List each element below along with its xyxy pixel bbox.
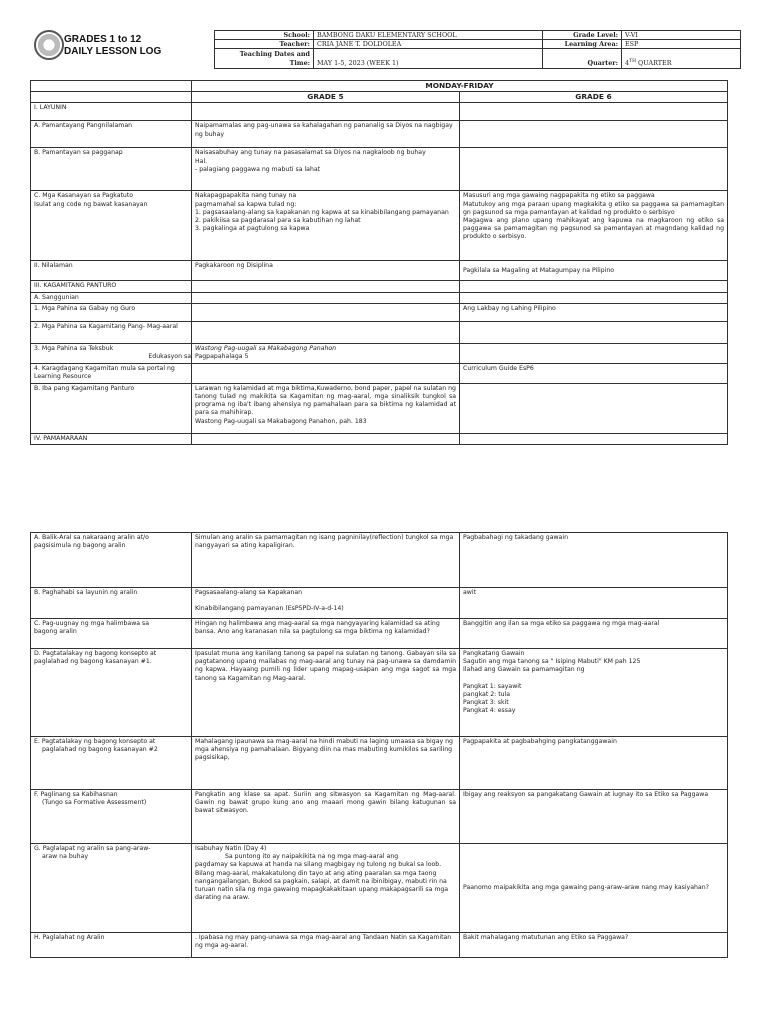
paghahabi-g6: awit: [460, 588, 728, 619]
row-label-paghahabi: B. Paghahabi sa layunin ng aralin: [31, 588, 192, 619]
row-label-pamantayang: A. Pamantayang Pangnilalaman: [31, 121, 192, 148]
kasanayan-g6: Masusuri ang mga gawaing nagpapakita ng etiko sa paggawa Matutukoy ang mga paraan upang magkakita g etiko sa paggawa sa pamamagitan gn pagsunod sa mga pamantayan at kalidad ng produkto o serbisyo Magagwa ang plano upang mahikayat ang kapuwa na magkaroon ng etiko sa paggawa sa pamamagitan ng pagsunod sa pamantayan at magndang kalidad ng produkto o serbisyo.: [460, 191, 728, 261]
pamantayang-g5: Naipamamalas ang pag-unawa sa kahalagahan ng pananalig sa Diyos na nagbigay ng buhay: [192, 121, 460, 148]
row-label-pagganap: B. Pamantayan sa pagganap: [31, 148, 192, 191]
row-label-portal: 4. Karagdagang Kagamitan mula sa portal ng Learning Resource: [31, 363, 192, 383]
kasanayan-g5: Nakapagpapakita nang tunay na pagmamahal sa kapwa tulad ng: 1. pagsasaalang-alang sa kapakanan ng kapwa at sa kinabibilangang pamayanan 2. pakikiisa sa pagdarasal para sa kabutihan ng lahat 3. pagkalinga at pagtulong sa kapwa: [192, 191, 460, 261]
school-label: School:: [215, 31, 314, 40]
section-layunin: I. LAYUNIN: [31, 103, 192, 121]
lesson-table-part2: [30, 532, 728, 958]
row-label-balik-aral: A. Balik-Aral sa nakaraang aralin at/o pagsisimula ng bagong aralin: [31, 533, 192, 588]
row-label-paglalapat: G. Paglalapat ng aralin sa pang-araw- araw na buhay: [31, 844, 192, 933]
teacher-label: Teacher:: [215, 40, 314, 49]
section-kagamitan: III. KAGAMITANG PANTURO: [31, 281, 192, 292]
row-label-sanggunian: A. Sanggunian: [31, 292, 192, 303]
pagtatalakay-1-g6: Pangkatang Gawain Sagutin ang mga tanong sa " Isiping Mabuti" KM pah 125 Ilahad ang Gawain sa pamamagitan ng Pangkat 1: sayawit pangkat 2: tula Pangkat 3: skit Pangkat 4: essay: [460, 649, 728, 737]
portal-g6: Curriculum Guide EsP6: [460, 363, 728, 383]
row-label-nilalaman: II. Nilalaman: [31, 261, 192, 281]
nilalaman-g6: Pagkilala sa Magaling at Matagumpay na Pilipino: [460, 261, 728, 281]
page-title: GRADES 1 to 12 DAILY LESSON LOG: [64, 34, 162, 57]
row-label-paglinang: F. Paglinang sa Kabihasnan (Tungo sa Formative Assessment): [31, 790, 192, 844]
paghahabi-g5: Pagsasaalang-alang sa Kapakanan Kinabibilangang pamayanan (EsP5PD-IV-a-d-14): [192, 588, 460, 619]
row-label-iba-pang-kagamitan: B. Iba pang Kagamitang Panturo: [31, 383, 192, 433]
lesson-table-part1: [30, 80, 728, 445]
pagganap-g5: Naisasabuhay ang tunay na pasasalamat sa Diyos na nagkaloob ng buhay Hal. - palagiang paggawa ng mabuti sa lahat: [192, 148, 460, 191]
iba-g5: Larawan ng kalamidad at mga biktima,Kuwaderno, bond paper, papel na sulatan ng tanong tulad ng makikita sa Kagamitan ng mag-aaral, mga sinaliksik tungkol sa programa ng iba't ibang ahensiya ng pamahalaan para sa biktima ng kalamidad at para sa mahihirap. Wastong Pag-uugali sa Makabagong Panahon, pah. 183: [192, 383, 460, 433]
deped-seal-icon: [34, 30, 64, 60]
paglalahat-g5: . Ipabasa ng may pang-unawa sa mga mag-aaral ang Tandaan Natin sa Kagamitan ng mga ag-aaral.: [192, 933, 460, 958]
row-label-pag-uugnay: C. Pag-uugnay ng mga halimbawa sa bagong aralin: [31, 619, 192, 649]
nilalaman-g5: Pagkakaroon ng Disiplina: [192, 261, 460, 281]
paglinang-g5: Pangkatin ang klase sa apat. Suriin ang sitwasyon sa Kagamitan ng Mag-aaral. Gawin ng bawat grupo kung ano ang maaari mong gawin bilang katugunan sa bawat sitwasyon.: [192, 790, 460, 844]
school-value: BAMBONG DAKU ELEMENTARY SCHOOL: [314, 31, 543, 40]
dates-label: Teaching Dates and Time:: [215, 49, 314, 69]
quarter-label: Quarter:: [543, 49, 622, 69]
grade-level-value: V-VI: [622, 31, 741, 40]
pagtatalakay-1-g5: Ipasulat muna ang kanilang tanong sa papel na sulatan ng tanong. Gabayan sila sa pagtatanong upang mailabas ng mag-aaral ang tunay na pag-unawa sa damdamin ng kapwa. Hayaang pumili ng lider upang mapag-usapan ang mga sagot sa mga tanong sa Kagamitan ng Mag-aaral.: [192, 649, 460, 737]
teacher-value: CRIA JANE T. DOLDOLEA: [314, 40, 543, 49]
grade-level-label: Grade Level:: [543, 31, 622, 40]
quarter-value: 4TH QUARTER: [622, 49, 741, 69]
row-label-kasanayan: C. Mga Kasanayan sa Pagkatuto Isulat ang code ng bawat kasanayan: [31, 191, 192, 261]
paglinang-g6: Ibigay ang reaksyon sa pangakatang Gawain at iugnay ito sa Etiko sa Paggawa: [460, 790, 728, 844]
pagtatalakay-2-g5: Mahalagang ipaunawa sa mag-aaral na hindi mabuti na laging umaasa sa bigay ng mga ahensiya ng pamahalaan. Bigyang diin na mas mabuting kumikilos sa sariling pagsisikap,: [192, 737, 460, 790]
dates-value: MAY 1-5, 2023 (WEEK 1): [314, 49, 543, 69]
balik-aral-g5: Simulan ang aralin sa pamamagitan ng isang pagninilay(reflection) tungkol sa mga nangyayari sa ating kapaligiran.: [192, 533, 460, 588]
grade5-header: GRADE 5: [192, 92, 460, 103]
row-label-paglalahat: H. Paglalahat ng Aralin: [31, 933, 192, 958]
pag-uugnay-g5: Hingan ng halimbawa ang mag-aaral sa mga nangyayaring kalamidad sa ating bansa. Ano ang karanasan nila sa pagtulong sa mga biktima ng kalamidad?: [192, 619, 460, 649]
paglalapat-g5: Isabuhay Natin (Day 4) Sa puntong ito ay naipakikita na ng mga mag-aaral ang pagdamay sa kapuwa at handa na silang magbigay ng tulong ng bukal sa loob. Bilang mag-aaral, makakatulong din tayo at ang ating paaralan sa mga taong nangangailangan. Bukod sa pagkain, salapi, at damit na ibinibigay, mabuti rin na turuan natin sila ng mga gawaing mapagkakakitaan upang makapagsarili sa mga darating na araw.: [192, 844, 460, 933]
gabay-g6: Ang Lakbay ng Lahing Pilipino: [460, 303, 728, 321]
pag-uugnay-g6: Banggitin ang ilan sa mga etiko sa paggawa ng mga mag-aaral: [460, 619, 728, 649]
teksbuk-g5: Wastong Pag-uugali sa Makabagong Panahon Pagpapahalaga 5: [192, 343, 460, 363]
row-label-pagtatalakay-2: E. Pagtatalakay ng bagong konsepto at paglalahad ng bagong kasanayan #2: [31, 737, 192, 790]
learning-area-label: Learning Area:: [543, 40, 622, 49]
grade6-header: GRADE 6: [460, 92, 728, 103]
balik-aral-g6: Pagbabahagi ng takadang gawain: [460, 533, 728, 588]
pagtatalakay-2-g6: Pagpapakita at pagbabahging pangkatanggawain: [460, 737, 728, 790]
days-header: MONDAY-FRIDAY: [192, 81, 728, 92]
paglalahat-g6: Bakit mahalagang matutunan ang Etiko sa Paggawa?: [460, 933, 728, 958]
row-label-gabay: 1. Mga Pahina sa Gabay ng Guro: [31, 303, 192, 321]
row-label-teksbuk: 3. Mga Pahina sa Teksbuk Edukasyon sa: [31, 343, 192, 363]
learning-area-value: ESP: [622, 40, 741, 49]
row-label-kagamitang-pang-mag-aaral: 2. Mga Pahina sa Kagamitang Pang- Mag-aaral: [31, 321, 192, 343]
section-pamamaraan: IV. PAMAMARAAN: [31, 433, 192, 444]
paglalapat-g6: Paanomo maipakikita ang mga gawaing pang-araw-araw nang may kasiyahan?: [460, 844, 728, 933]
header-info-table: [214, 30, 741, 69]
row-label-pagtatalakay-1: D. Pagtatalakay ng bagong konsepto at paglalahad ng bagong kasanayan #1.: [31, 649, 192, 737]
